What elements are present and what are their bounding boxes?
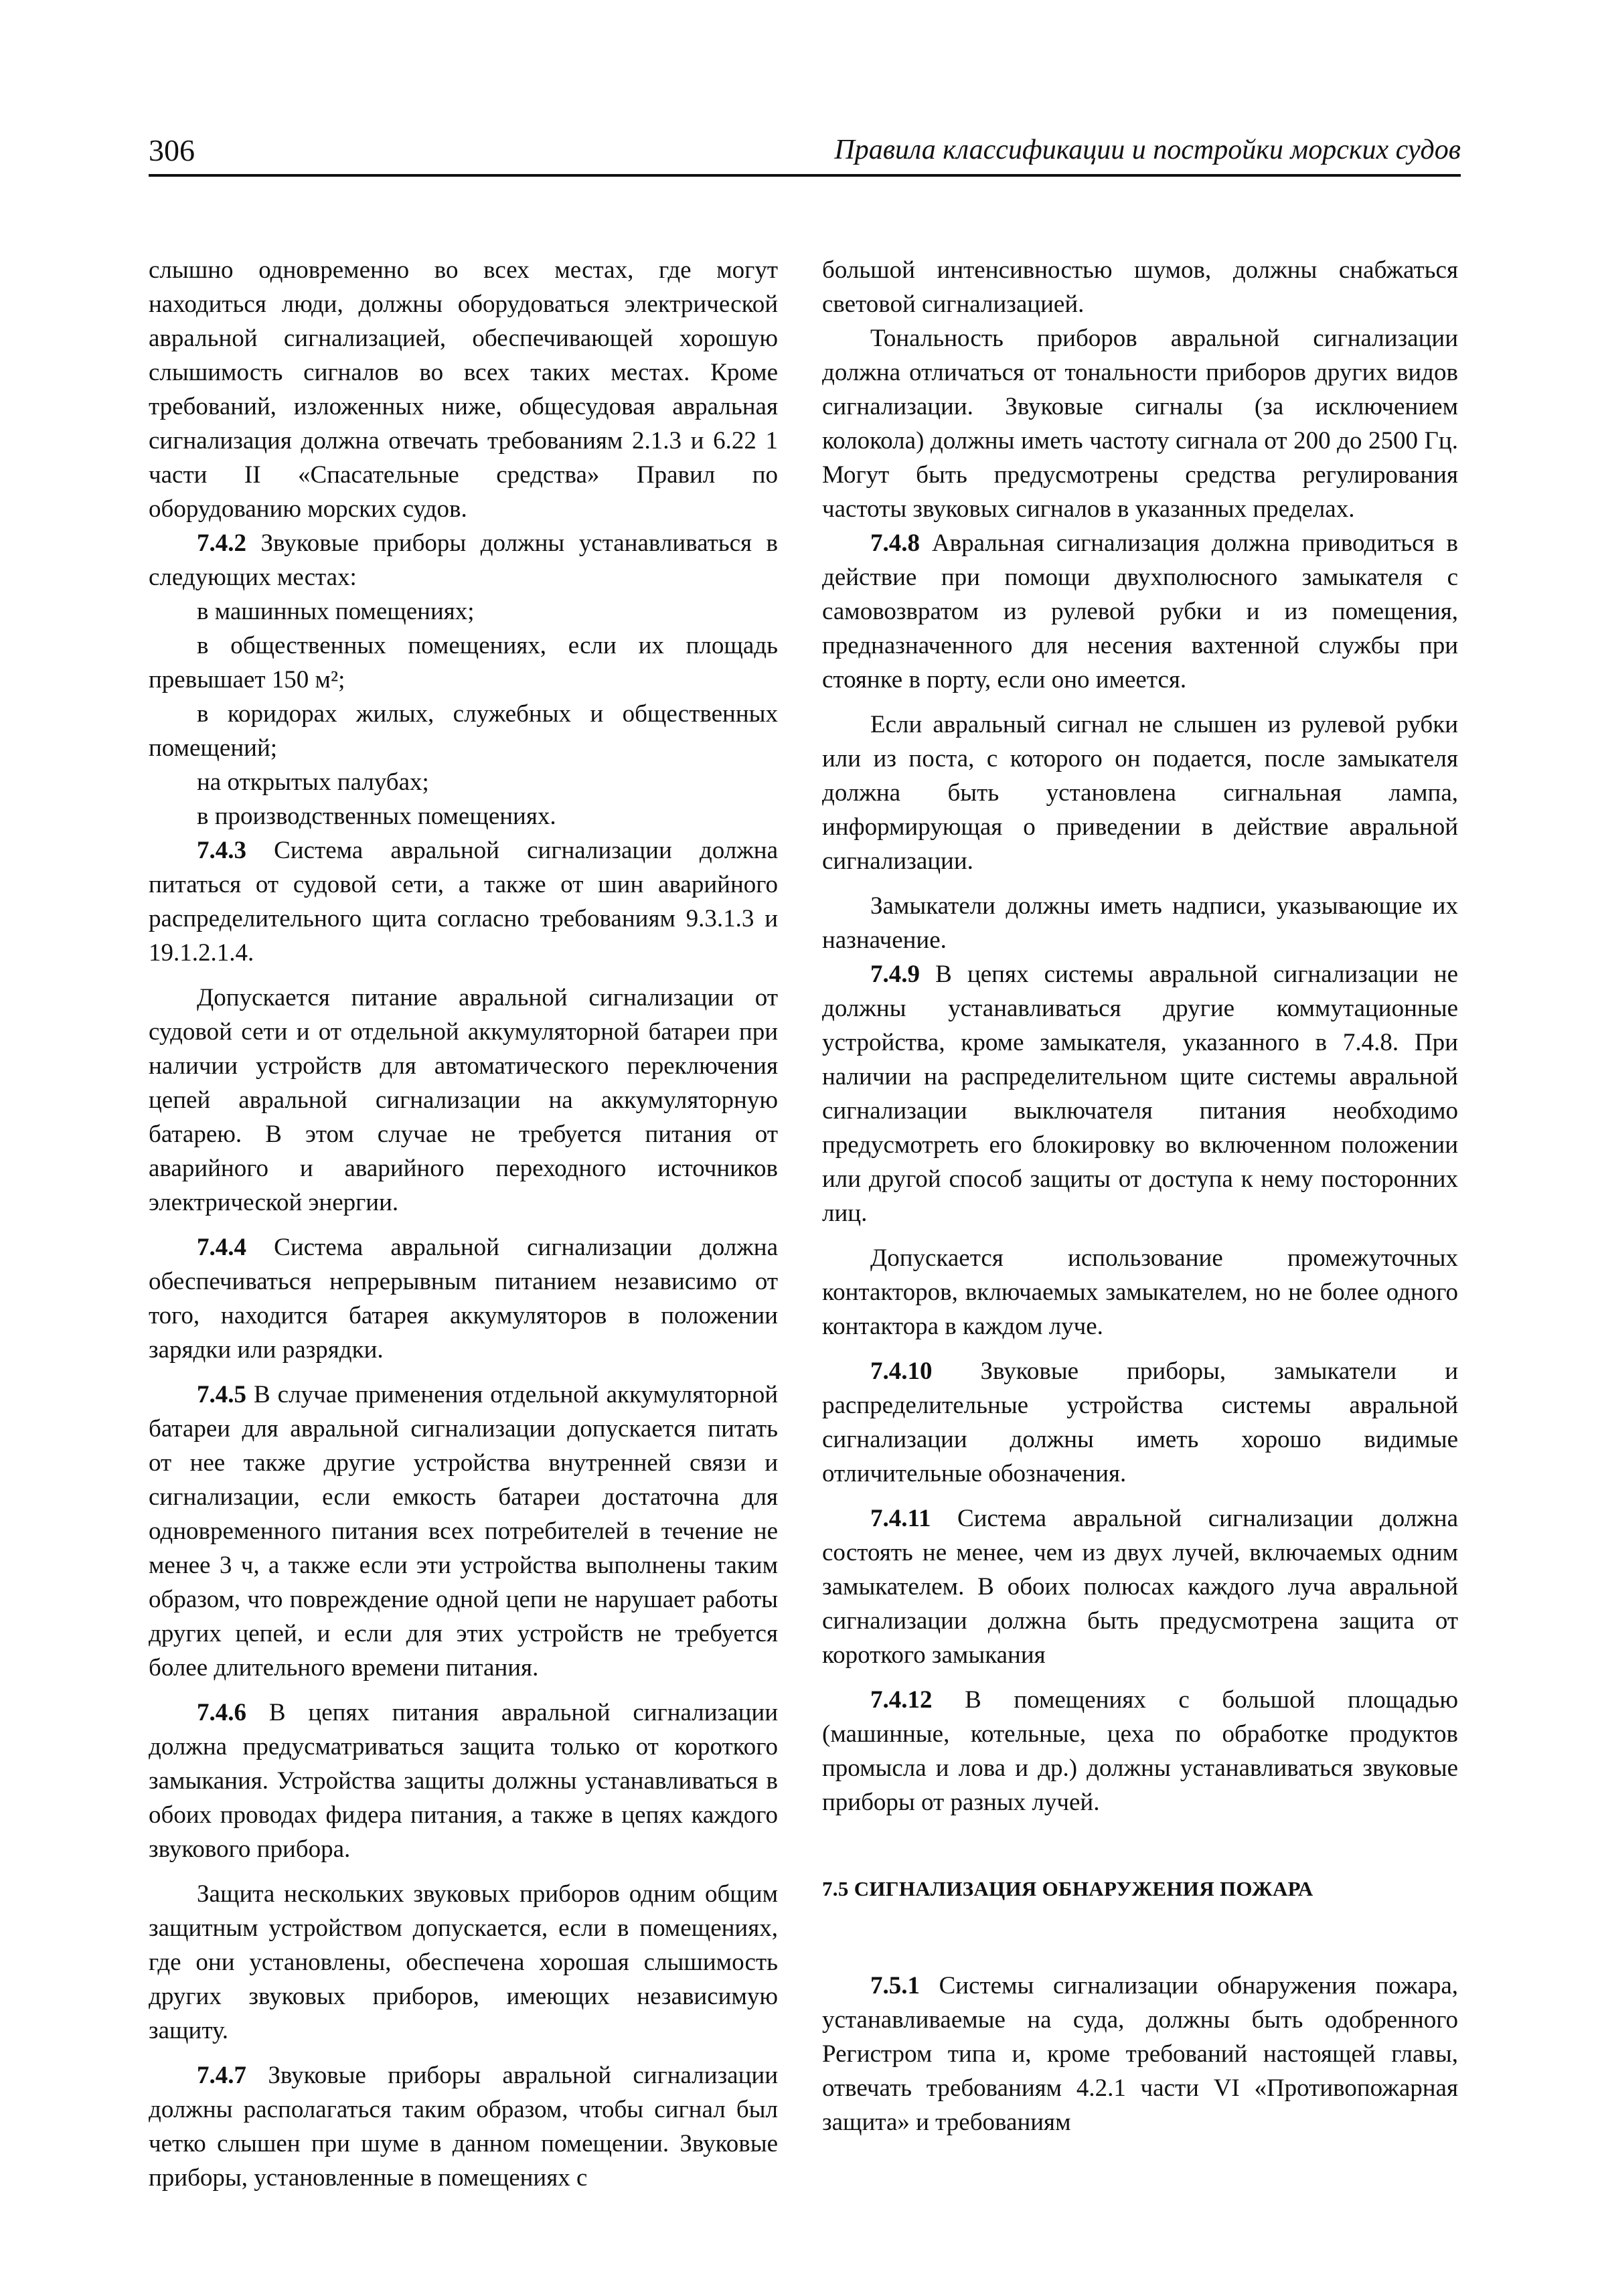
page-number: 306	[149, 133, 195, 167]
paragraph: Допускается использование промежуточных контакторов, включаемых замыкателем, но не более одного контактора в каждом луче.	[822, 1244, 1458, 1340]
paragraph: 7.4.12 В помещениях с большой площадью (машинные, котельные, цеха по обработке продуктов промысла и лова и др.) должны устанавливаться звуковые приборы от разных лучей.	[822, 1686, 1458, 1816]
right-column	[822, 253, 1458, 2139]
page-header	[149, 131, 1461, 177]
paragraph: 7.4.4 Система авральной сигнализации должна обеспечиваться непрерывным питанием независимо от того, находится батарея аккумуляторов в положении зарядки или разрядки.	[149, 1234, 778, 1364]
paragraph: 7.4.7 Звуковые приборы авральной сигнализации должны располагаться таким образом, чтобы сигнал был четко слышен при шуме в данном помещении. Звуковые приборы, установленные в помещениях с	[149, 2062, 779, 2192]
paragraph: Допускается питание авральной сигнализации от судовой сети и от отдельной аккумуляторной батареи при наличии устройств для автоматического переключения цепей авральной сигнализации на аккумуляторную батарею. В этом случае не требуется питания от аварийного и аварийного переходного источников электрической энергии.	[149, 984, 778, 1216]
list-item: на открытых палубах;	[197, 768, 429, 796]
paragraph: 7.4.10 Звуковые приборы, замыкатели и распределительные устройства системы авральной сигнализации должны иметь хорошо видимые отличительные обозначения.	[822, 1358, 1459, 1487]
paragraph: 7.4.6 В цепях питания авральной сигнализации должна предусматриваться защита только от короткого замыкания. Устройства защиты должны устанавливаться в обоих проводах фидера питания, а также в цепях каждого звукового прибора.	[149, 1699, 779, 1863]
paragraph: 7.4.11 Система авральной сигнализации должна состоять не менее, чем из двух лучей, включаемых одним замыкателем. В обоих полюсах каждого луча авральной сигнализации должна быть предусмотрена защита от короткого замыкания	[822, 1505, 1458, 1669]
paragraph: большой интенсивностью шумов, должны снабжаться световой сигнализацией.	[822, 256, 1458, 318]
paragraph: Тональность приборов авральной сигнализации должна отличаться от тональности приборов других видов сигнализации. Звуковые сигналы (за исключением колокола) должны иметь частоту сигнала от 200 до 2500 Гц. Могут быть предусмотрены средства регулирования частоты звуковых сигналов в указанных пределах.	[822, 325, 1458, 523]
paragraph: Если авральный сигнал не слышен из рулевой рубки или из поста, с которого он подается, после замыкателя должна быть установлена сигнальная лампа, информирующая о приведении в действие авральной сигнализации.	[822, 711, 1458, 875]
list-item: в коридорах жилых, служебных и общественных помещений;	[149, 700, 778, 762]
left-column	[149, 253, 778, 2195]
paragraph: 7.4.8 Авральная сигнализация должна приводиться в действие при помощи двухполюсного замыкателя с самовозвратом из рулевой рубки и из помещения, предназначенного для несения вахтенной службы при стоянке в порту, если оно имеется.	[822, 529, 1458, 693]
paragraph: 7.4.3 Система авральной сигнализации должна питаться от судовой сети, а также от шин аварийного распределительного щита согласно требованиям 9.3.1.3 и 19.1.2.1.4.	[149, 837, 778, 967]
paragraph: 7.4.2 Звуковые приборы должны устанавливаться в следующих местах:	[149, 529, 778, 591]
list-item: в производственных помещениях.	[197, 803, 556, 830]
paragraph: Защита нескольких звуковых приборов одним общим защитным устройством допускается, если в помещениях, где они установлены, обеспечена хорошая слышимость других звуковых приборов, имеющих независимую защиту.	[149, 1880, 778, 2044]
running-title: Правила классификации и постройки морских судов	[834, 135, 1461, 165]
list-item: в общественных помещениях, если их площадь превышает 150 м²;	[149, 632, 778, 693]
paragraph: Замыкатели должны иметь надписи, указывающие их назначение.	[822, 892, 1458, 954]
list-item: в машинных помещениях;	[197, 598, 475, 625]
paragraph: 7.4.9 В цепях системы авральной сигнализации не должны устанавливаться другие коммутационные устройства, кроме замыкателя, указанного в 7.4.8. При наличии на распределительном щите системы авральной сигнализации выключателя питания необходимо предусмотреть его блокировку во включенном положении или другой способ защиты от доступа к нему посторонних лиц.	[822, 961, 1459, 1227]
paragraph: 7.4.5 В случае применения отдельной аккумуляторной батареи для авральной сигнализации допускается питать от нее также другие устройства внутренней связи и сигнализации, если емкость батареи достаточна для одновременного питания всех потребителей в течение не менее 3 ч, а также если эти устройства выполнены таким образом, что повреждение одной цепи не нарушает работы других цепей, и если для этих устройств не требуется более длительного времени питания.	[149, 1381, 778, 1682]
paragraph: слышно одновременно во всех местах, где могут находиться люди, должны оборудоваться электрической авральной сигнализацией, обеспечивающей хорошую слышимость сигналов во всех таких местах. Кроме требований, изложенных ниже, общесудовая авральная сигнализация должна отвечать требованиям 2.1.3 и 6.22 1 части II «Спасательные средства» Правил по оборудованию морских судов.	[149, 256, 778, 523]
section-heading: 7.5 СИГНАЛИЗАЦИЯ ОБНАРУЖЕНИЯ ПОЖАРА	[822, 1877, 1313, 1900]
paragraph: 7.5.1 Системы сигнализации обнаружения пожара, устанавливаемые на суда, должны быть одобренного Регистром типа и, кроме требований настоящей главы, отвечать требованиям 4.2.1 части VI «Противопожарная защита» и требованиям	[822, 1972, 1459, 2136]
